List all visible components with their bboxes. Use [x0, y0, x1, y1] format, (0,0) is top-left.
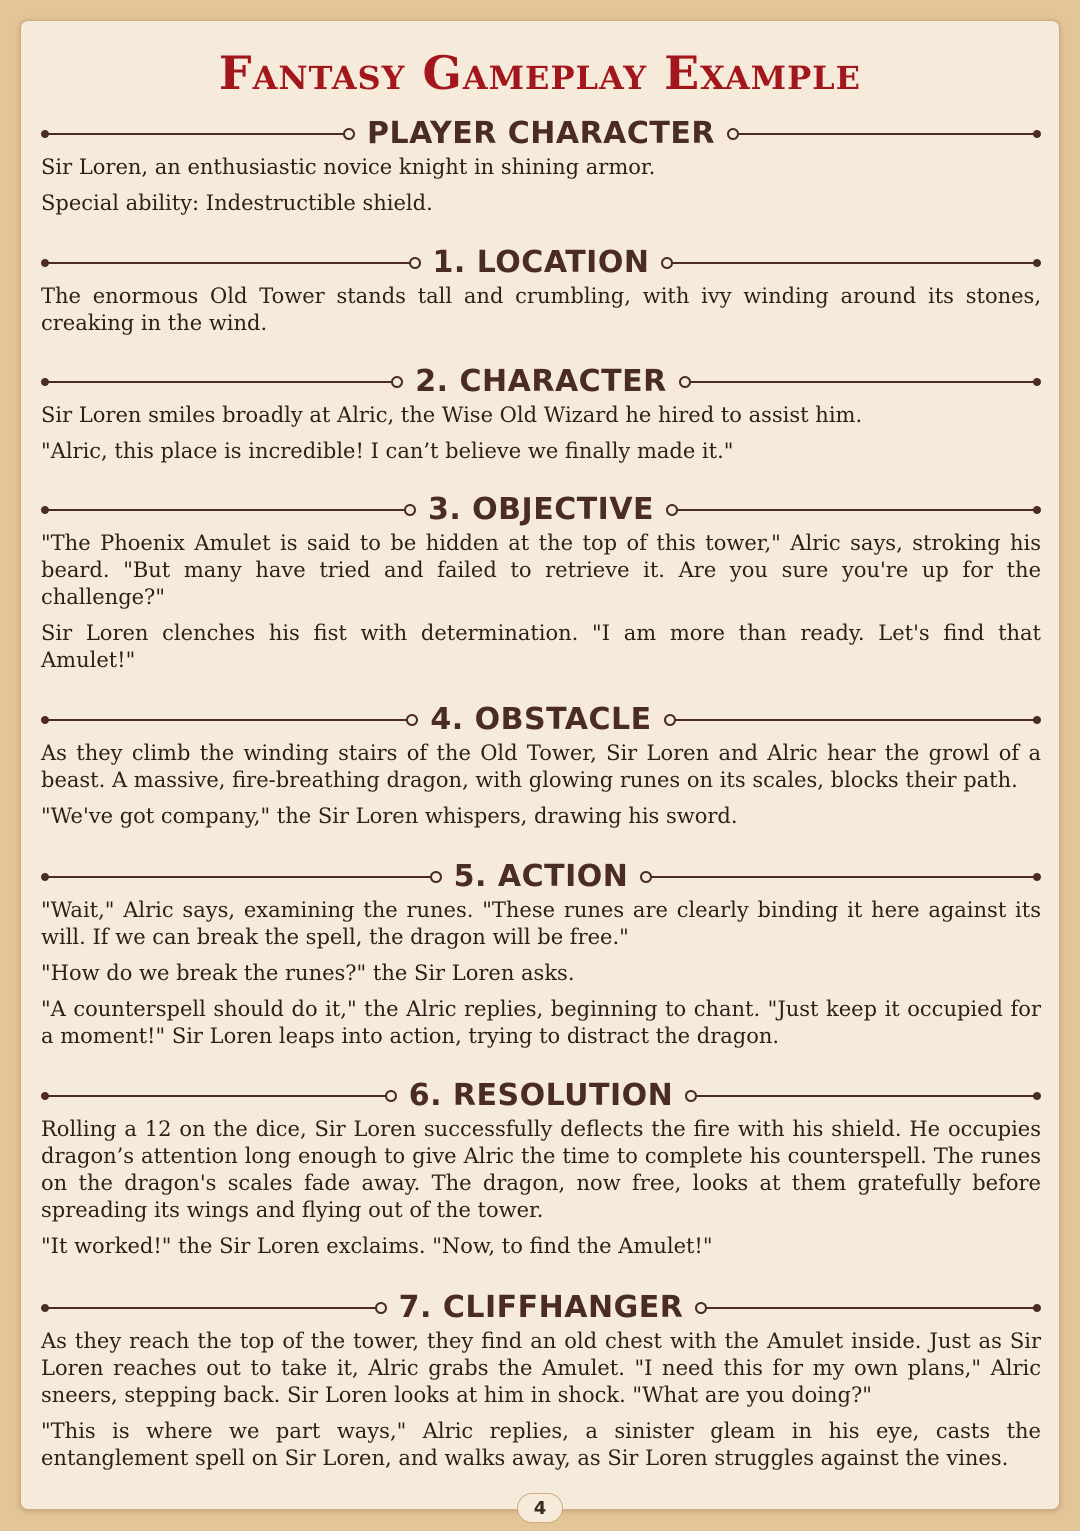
section-heading-text: 1. LOCATION: [432, 245, 650, 280]
page-title: Fantasy Gameplay Example: [218, 46, 862, 100]
section-heading-text: 3. OBJECTIVE: [427, 492, 655, 527]
section-heading-text: 5. ACTION: [453, 859, 629, 894]
section-3: [41, 492, 1041, 674]
heading-rule-left: [41, 245, 421, 281]
heading-rule-right: [661, 245, 1041, 281]
section-paragraph: Sir Loren smiles broadly at Alric, the Wise Old Wizard he hired to assist him.: [41, 403, 863, 427]
section-paragraph: "The Phoenix Amulet is said to be hidden at the top of this tower," Alric says, stroking his beard. "But many have tried and failed to retrieve it. Are you sure you're up for the challenge?": [41, 531, 1041, 609]
section-player-character: [41, 116, 1041, 217]
section-paragraph: "It worked!" the Sir Loren exclaims. "Now, to find the Amulet!": [41, 1234, 713, 1258]
section-paragraph: Sir Loren, an enthusiastic novice knight in shining armor.: [41, 155, 656, 179]
section-7: [41, 1290, 1041, 1472]
heading-rule-right: [664, 702, 1041, 738]
section-heading: [41, 702, 1041, 738]
section-paragraph: Special ability: Indestructible shield.: [41, 191, 433, 215]
section-heading: [41, 364, 1041, 400]
section-heading-text: 6. RESOLUTION: [408, 1078, 674, 1113]
heading-rule-right: [695, 1290, 1041, 1326]
section-paragraph: Rolling a 12 on the dice, Sir Loren successfully deflects the fire with his shield. He occupies dragon’s attention long enough to give Alric the time to complete his counterspell. The runes on the dragon's scales fade away. The dragon, now free, looks at them gratefully before spreading its wings and flying out of the tower.: [41, 1117, 1041, 1222]
section-2: [41, 364, 1041, 465]
section-paragraph: Sir Loren clenches his fist with determination. "I am more than ready. Let's find that Amulet!": [41, 621, 1041, 672]
section-5: [41, 859, 1041, 1050]
heading-rule-right: [685, 1078, 1041, 1114]
section-1: [41, 245, 1041, 337]
heading-rule-left: [41, 1290, 387, 1326]
section-paragraph: "How do we break the runes?" the Sir Loren asks.: [41, 961, 575, 985]
section-heading: [41, 1078, 1041, 1114]
section-paragraph: "Alric, this place is incredible! I can’t believe we finally made it.": [41, 439, 734, 463]
section-heading-text: PLAYER CHARACTER: [367, 116, 715, 151]
heading-rule-left: [41, 859, 442, 895]
heading-rule-left: [41, 492, 416, 528]
heading-rule-left: [41, 116, 355, 152]
heading-rule-right: [640, 859, 1041, 895]
section-heading-text: 7. CLIFFHANGER: [398, 1290, 684, 1325]
heading-rule-right: [679, 364, 1041, 400]
section-paragraph: "Wait," Alric says, examining the runes. "These runes are clearly binding it here against its will. If we can break the spell, the dragon will be free.": [41, 898, 1041, 949]
heading-rule-left: [41, 1078, 397, 1114]
heading-rule-left: [41, 364, 403, 400]
section-paragraph: "This is where we part ways," Alric replies, a sinister gleam in his eye, casts the entanglement spell on Sir Loren, and walks away, as Sir Loren struggles against the vines.: [41, 1419, 1041, 1470]
document-page: [20, 20, 1060, 1519]
page-number: 4: [517, 1493, 563, 1523]
section-heading: [41, 1290, 1041, 1326]
section-paragraph: The enormous Old Tower stands tall and crumbling, with ivy winding around its stones, creaking in the wind.: [41, 284, 1041, 335]
section-4: [41, 702, 1041, 830]
section-paragraph: "A counterspell should do it," the Alric replies, beginning to chant. "Just keep it occupied for a moment!" Sir Loren leaps into action, trying to distract the dragon.: [41, 997, 1041, 1048]
section-paragraph: "We've got company," the Sir Loren whispers, drawing his sword.: [41, 804, 738, 828]
section-heading-text: 2. CHARACTER: [415, 364, 667, 399]
section-paragraph: As they climb the winding stairs of the Old Tower, Sir Loren and Alric hear the growl of a beast. A massive, fire-breathing dragon, with glowing runes on its scales, blocks their path.: [41, 741, 1041, 792]
section-heading: [41, 116, 1041, 152]
section-heading: [41, 492, 1041, 528]
heading-rule-left: [41, 702, 418, 738]
heading-rule-right: [727, 116, 1041, 152]
section-heading: [41, 859, 1041, 895]
section-paragraph: As they reach the top of the tower, they find an old chest with the Amulet inside. Just as Sir Loren reaches out to take it, Alric grabs the Amulet. "I need this for my own plans," Alric sneers, stepping back. Sir Loren looks at him in shock. "What are you doing?": [41, 1329, 1041, 1407]
heading-rule-right: [666, 492, 1041, 528]
section-heading: [41, 245, 1041, 281]
section-heading-text: 4. OBSTACLE: [430, 702, 652, 737]
section-6: [41, 1078, 1041, 1260]
